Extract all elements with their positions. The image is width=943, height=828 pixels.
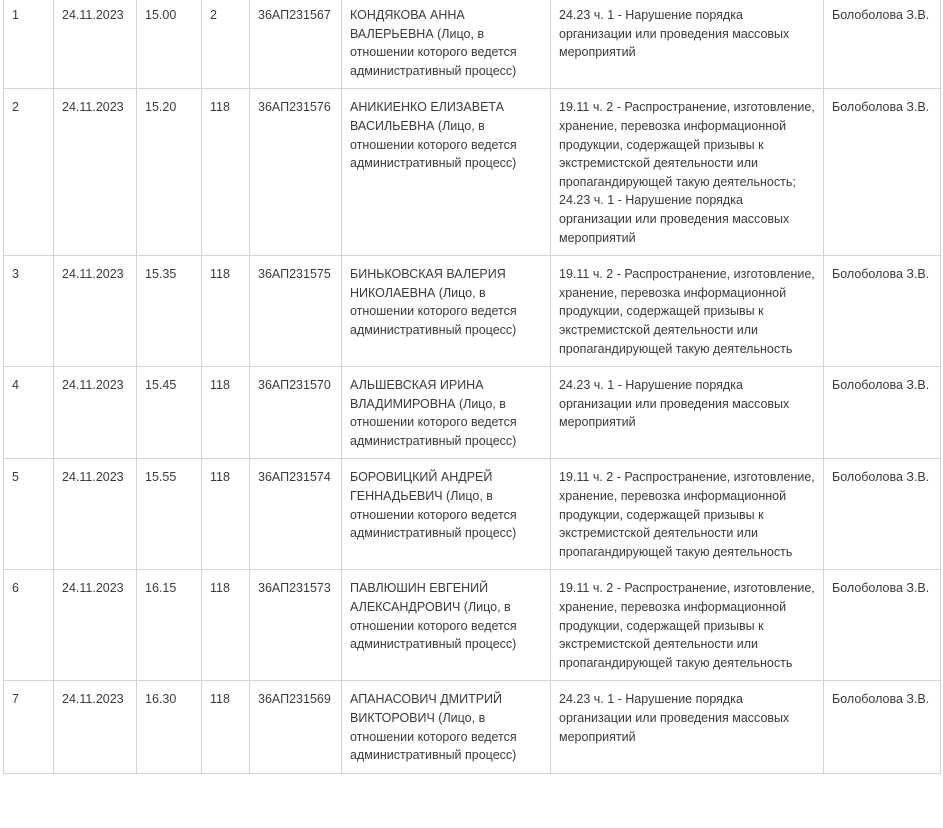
hearing-date-cell: 24.11.2023 — [54, 570, 137, 681]
article-cell: 24.23 ч. 1 - Нарушение порядка организации или проведения массовых мероприятий — [551, 0, 824, 89]
table-row — [4, 367, 941, 459]
row-number-cell: 3 — [4, 256, 54, 367]
table-row — [4, 681, 941, 773]
courtroom-cell: 118 — [202, 256, 250, 367]
court-cases-table — [3, 0, 941, 774]
case-number-cell: 36АП231574 — [250, 459, 342, 570]
courtroom-cell: 118 — [202, 570, 250, 681]
hearing-time-cell: 16.15 — [137, 570, 202, 681]
row-number-cell: 4 — [4, 367, 54, 459]
case-number-cell: 36АП231575 — [250, 256, 342, 367]
cases-table-body — [4, 0, 941, 773]
judge-cell: Болоболова З.В. — [824, 681, 941, 773]
case-number-cell: 36АП231570 — [250, 367, 342, 459]
case-number-cell: 36АП231569 — [250, 681, 342, 773]
hearing-time-cell: 15.35 — [137, 256, 202, 367]
case-number-cell: 36АП231567 — [250, 0, 342, 89]
case-number-cell: 36АП231573 — [250, 570, 342, 681]
courtroom-cell: 118 — [202, 459, 250, 570]
row-number-cell: 1 — [4, 0, 54, 89]
person-cell: АЛЬШЕВСКАЯ ИРИНА ВЛАДИМИРОВНА (Лицо, в отношении которого ведется административный процесс) — [342, 367, 551, 459]
person-cell: БОРОВИЦКИЙ АНДРЕЙ ГЕННАДЬЕВИЧ (Лицо, в отношении которого ведется административный процесс) — [342, 459, 551, 570]
courtroom-cell: 118 — [202, 367, 250, 459]
person-cell: АПАНАСОВИЧ ДМИТРИЙ ВИКТОРОВИЧ (Лицо, в отношении которого ведется административный процесс) — [342, 681, 551, 773]
hearing-time-cell: 16.30 — [137, 681, 202, 773]
row-number-cell: 2 — [4, 89, 54, 256]
hearing-date-cell: 24.11.2023 — [54, 0, 137, 89]
judge-cell: Болоболова З.В. — [824, 0, 941, 89]
person-cell: КОНДЯКОВА АННА ВАЛЕРЬЕВНА (Лицо, в отношении которого ведется административный процесс) — [342, 0, 551, 89]
person-cell: АНИКИЕНКО ЕЛИЗАВЕТА ВАСИЛЬЕВНА (Лицо, в отношении которого ведется административный процесс) — [342, 89, 551, 256]
article-cell: 19.11 ч. 2 - Распространение, изготовление, хранение, перевозка информационной продукции, содержащей призывы к экстремистской деятельности или пропагандирующей такую деятельность — [551, 256, 824, 367]
courtroom-cell: 2 — [202, 0, 250, 89]
case-number-cell: 36АП231576 — [250, 89, 342, 256]
hearing-time-cell: 15.00 — [137, 0, 202, 89]
row-number-cell: 6 — [4, 570, 54, 681]
hearing-time-cell: 15.45 — [137, 367, 202, 459]
table-row — [4, 89, 941, 256]
row-number-cell: 5 — [4, 459, 54, 570]
person-cell: БИНЬКОВСКАЯ ВАЛЕРИЯ НИКОЛАЕВНА (Лицо, в отношении которого ведется административный процесс) — [342, 256, 551, 367]
article-cell: 19.11 ч. 2 - Распространение, изготовление, хранение, перевозка информационной продукции, содержащей призывы к экстремистской деятельности или пропагандирующей такую деятельность — [551, 459, 824, 570]
article-cell: 19.11 ч. 2 - Распространение, изготовление, хранение, перевозка информационной продукции, содержащей призывы к экстремистской деятельности или пропагандирующей такую деятельность; 24.23 ч. 1 - Нарушение порядка организации или проведения массовых мероприятий — [551, 89, 824, 256]
judge-cell: Болоболова З.В. — [824, 89, 941, 256]
table-row — [4, 459, 941, 570]
table-row — [4, 570, 941, 681]
judge-cell: Болоболова З.В. — [824, 256, 941, 367]
hearing-date-cell: 24.11.2023 — [54, 367, 137, 459]
judge-cell: Болоболова З.В. — [824, 367, 941, 459]
judge-cell: Болоболова З.В. — [824, 570, 941, 681]
row-number-cell: 7 — [4, 681, 54, 773]
table-row — [4, 0, 941, 89]
courtroom-cell: 118 — [202, 89, 250, 256]
judge-cell: Болоболова З.В. — [824, 459, 941, 570]
article-cell: 19.11 ч. 2 - Распространение, изготовление, хранение, перевозка информационной продукции, содержащей призывы к экстремистской деятельности или пропагандирующей такую деятельность — [551, 570, 824, 681]
table-row — [4, 256, 941, 367]
hearing-date-cell: 24.11.2023 — [54, 681, 137, 773]
hearing-date-cell: 24.11.2023 — [54, 256, 137, 367]
person-cell: ПАВЛЮШИН ЕВГЕНИЙ АЛЕКСАНДРОВИЧ (Лицо, в отношении которого ведется административный процесс) — [342, 570, 551, 681]
hearing-date-cell: 24.11.2023 — [54, 89, 137, 256]
hearing-time-cell: 15.55 — [137, 459, 202, 570]
courtroom-cell: 118 — [202, 681, 250, 773]
hearing-date-cell: 24.11.2023 — [54, 459, 137, 570]
article-cell: 24.23 ч. 1 - Нарушение порядка организации или проведения массовых мероприятий — [551, 367, 824, 459]
hearing-time-cell: 15.20 — [137, 89, 202, 256]
article-cell: 24.23 ч. 1 - Нарушение порядка организации или проведения массовых мероприятий — [551, 681, 824, 773]
